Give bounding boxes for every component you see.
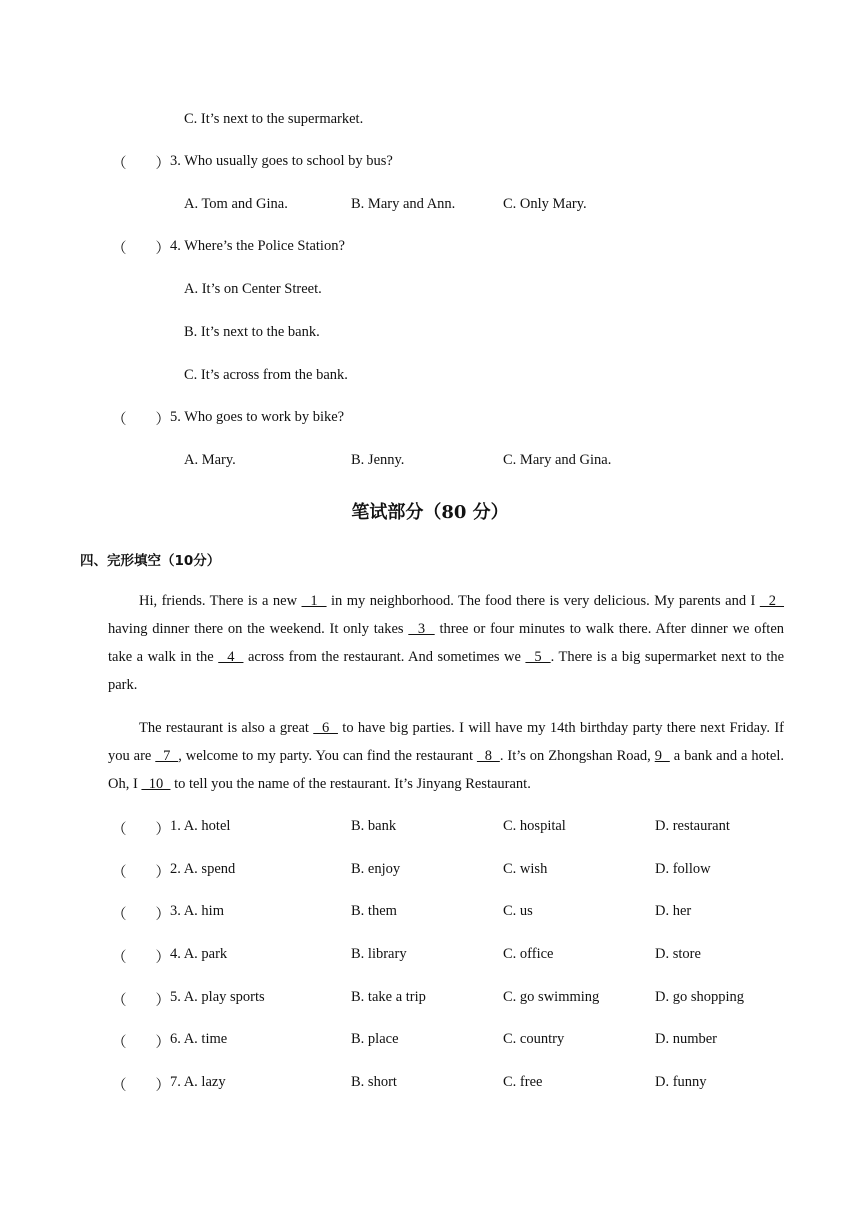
blank-9: 9 [654, 748, 670, 764]
choice-4-a: 4. A. park [170, 946, 228, 962]
passage-text: . It’s on Zhongshan Road, [499, 748, 655, 764]
choice-7-c: C. free [503, 1074, 543, 1090]
question-3-stem: 3. Who usually goes to school by bus? [170, 153, 393, 169]
choice-6-b: B. place [351, 1031, 399, 1047]
q3-option-c: C. Only Mary. [503, 196, 587, 212]
choice-1-c: C. hospital [503, 818, 566, 834]
answer-bracket: （ ） [112, 993, 170, 1009]
q4-option-b: B. It’s next to the bank. [184, 324, 320, 340]
answer-bracket: （ ） [112, 822, 170, 838]
q3-option-b: B. Mary and Ann. [351, 196, 456, 212]
blank-6: 6 [313, 720, 338, 736]
passage-text: a bank and a hotel. Oh, I [108, 748, 784, 792]
answer-bracket: （ ） [112, 1035, 170, 1051]
q5-option-a: A. Mary. [184, 452, 236, 468]
choice-6-d: D. number [655, 1031, 718, 1047]
choice-5-c: C. go swimming [503, 989, 600, 1005]
choice-7-d: D. funny [655, 1074, 707, 1090]
blank-1: 1 [301, 593, 327, 609]
passage-text: to tell you the name of the restaurant. It’s Jinyang Restaurant. [170, 776, 531, 792]
choice-6-a: 6. A. time [170, 1031, 228, 1047]
choice-5-a: 5. A. play sports [170, 989, 265, 1005]
choice-1-a: 1. A. hotel [170, 818, 231, 834]
q4-option-c: C. It’s across from the bank. [184, 367, 348, 383]
passage-text: The restaurant is also a great [139, 720, 314, 736]
choice-2-a: 2. A. spend [170, 861, 236, 877]
blank-4: 4 [218, 649, 244, 665]
choice-2-b: B. enjoy [351, 861, 401, 877]
q5-option-c: C. Mary and Gina. [503, 452, 612, 468]
blank-7: 7 [155, 748, 179, 764]
written-part-title: 笔试部分（80 分） [351, 502, 509, 523]
q5-option-b: B. Jenny. [351, 452, 405, 468]
choice-4-d: D. store [655, 946, 701, 962]
choice-1-d: D. restaurant [655, 818, 730, 834]
choice-3-b: B. them [351, 903, 397, 919]
blank-2: 2 [759, 593, 785, 609]
q3-option-a: A. Tom and Gina. [184, 196, 288, 212]
passage-text: in my neighborhood. The food there is very delicious. My parents and I [326, 593, 760, 609]
passage-paragraph-2 [108, 714, 784, 798]
choice-5-b: B. take a trip [351, 989, 426, 1005]
passage-paragraph-1 [108, 587, 784, 699]
choice-1-b: B. bank [351, 818, 397, 834]
passage-text: having dinner there on the weekend. It only takes [108, 621, 409, 637]
answer-bracket: （ ） [112, 156, 170, 172]
choice-2-d: D. follow [655, 861, 711, 877]
passage-text: across from the restaurant. And sometimes we [243, 649, 526, 665]
passage-text: to have big parties. I will have my 14th birthday party there next Friday. If you are [108, 720, 784, 764]
blank-10: 10 [141, 776, 171, 792]
passage-text: . There is a big supermarket next to the park. [108, 649, 785, 693]
choice-7-a: 7. A. lazy [170, 1074, 226, 1090]
choice-6-c: C. country [503, 1031, 565, 1047]
passage-text: three or four minutes to walk there. After dinner we often take a walk in the [108, 621, 785, 665]
answer-bracket: （ ） [112, 865, 170, 881]
choice-5-d: D. go shopping [655, 989, 745, 1005]
answer-bracket: （ ） [112, 907, 170, 923]
q4-option-a: A. It’s on Center Street. [184, 281, 322, 297]
blank-8: 8 [476, 748, 500, 764]
question-4-stem: 4. Where’s the Police Station? [170, 238, 345, 254]
blank-3: 3 [408, 621, 435, 637]
choice-3-a: 3. A. him [170, 903, 224, 919]
choice-3-c: C. us [503, 903, 533, 919]
q2-option-c: C. It’s next to the supermarket. [184, 111, 364, 127]
question-5-stem: 5. Who goes to work by bike? [170, 409, 345, 425]
choice-4-b: B. library [351, 946, 407, 962]
choice-3-d: D. her [655, 903, 692, 919]
answer-bracket: （ ） [112, 1078, 170, 1094]
answer-bracket: （ ） [112, 950, 170, 966]
answer-bracket: （ ） [112, 412, 170, 428]
section-heading: 四、完形填空（10分） [80, 553, 221, 569]
choice-7-b: B. short [351, 1074, 397, 1090]
passage-text: Hi, friends. There is a new [139, 593, 302, 609]
passage-text: , welcome to my party. You can find the restaurant [178, 748, 477, 764]
blank-5: 5 [525, 649, 551, 665]
answer-bracket: （ ） [112, 241, 170, 257]
choice-2-c: C. wish [503, 861, 548, 877]
choice-4-c: C. office [503, 946, 554, 962]
